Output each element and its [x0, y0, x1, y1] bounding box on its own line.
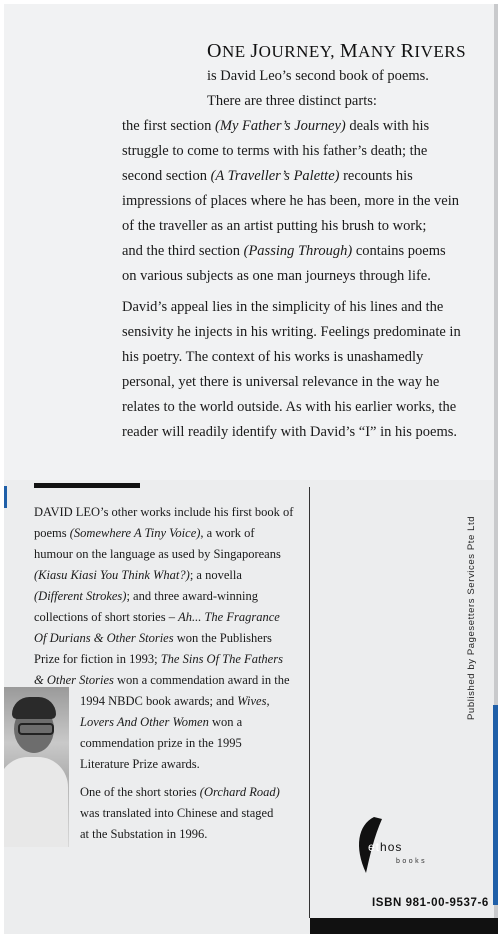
bio-line: DAVID LEO’s other works include his first book of — [34, 505, 294, 519]
blue-left-marker — [4, 486, 7, 508]
bottom-black-bar — [310, 918, 498, 934]
book-title: ONE JOURNEY, MANY RIVERS — [207, 40, 467, 62]
bio-line: 1994 NBDC book awards; and Wives, — [80, 694, 270, 708]
blurb-line: impressions of places where he has been, more in the vein — [122, 193, 460, 209]
bio-line: at the Substation in 1996. — [80, 827, 208, 841]
logo-subword: books — [396, 858, 428, 865]
blurb-line: and the third section (Passing Through) contains poems — [122, 243, 446, 259]
author-photo — [4, 687, 69, 847]
publisher-credit: Published by Pagesetters Services Pte Ltd — [466, 515, 477, 720]
blurb-line: David’s appeal lies in the simplicity of his lines and the — [122, 299, 444, 315]
bio-line: Prize for fiction in 1993; The Sins Of The Fathers — [34, 652, 283, 666]
photo-hair — [12, 697, 56, 719]
blue-edge-strip — [493, 705, 498, 905]
blurb-line: sensivity he injects in his writing. Feelings predominate in — [122, 324, 461, 340]
bio-line: poems (Somewhere A Tiny Voice), a work of — [34, 526, 255, 540]
blurb-line: There are three distinct parts: — [207, 93, 377, 109]
blurb-line: relates to the world outside. As with his earlier works, the — [122, 399, 457, 415]
blurb-line: struggle to come to terms with his father’s death; the — [122, 143, 428, 159]
blurb-line: the first section (My Father’s Journey) deals with his — [122, 118, 430, 134]
black-rule — [34, 483, 140, 488]
blurb-line: his poetry. The context of his works is unashamedly — [122, 349, 424, 365]
blurb-line: second section (A Traveller’s Palette) recounts his — [122, 168, 413, 184]
blurb-line: reader will readily identify with David’s “I” in his poems. — [122, 424, 458, 440]
bio-line: & Other Stories won a commendation award in the — [34, 673, 290, 687]
logo-word: ethos — [368, 840, 403, 854]
bio-line: (Different Strokes); and three award-winning — [34, 589, 259, 603]
bio-line: One of the short stories (Orchard Road) — [80, 785, 280, 799]
isbn-number: ISBN 981-00-9537-6 — [372, 897, 489, 909]
bio-line: Of Durians & Other Stories won the Publishers — [34, 631, 272, 645]
photo-glasses — [18, 723, 54, 735]
bio-line: (Kiasu Kiasi You Think What?); a novella — [34, 568, 242, 582]
blurb-line: on various subjects as one man journeys through life. — [122, 268, 431, 284]
blurb-line: personal, yet there is universal relevance in the way he — [122, 374, 440, 390]
ethos-books-logo — [352, 815, 442, 875]
blurb-line: of the traveller as an artist putting his brush to work; — [122, 218, 427, 234]
bio-line: Lovers And Other Women won a — [80, 715, 243, 729]
bio-line: humour on the language as used by Singaporeans — [34, 547, 281, 561]
bio-line: commendation prize in the 1995 — [80, 736, 242, 750]
photo-body — [4, 757, 68, 847]
bio-line: was translated into Chinese and staged — [80, 806, 274, 820]
blurb-line: is David Leo’s second book of poems. — [207, 68, 429, 84]
vertical-divider — [309, 487, 310, 918]
bio-line: Literature Prize awards. — [80, 757, 200, 771]
bio-line: collections of short stories – Ah... The Fragrance — [34, 610, 280, 624]
